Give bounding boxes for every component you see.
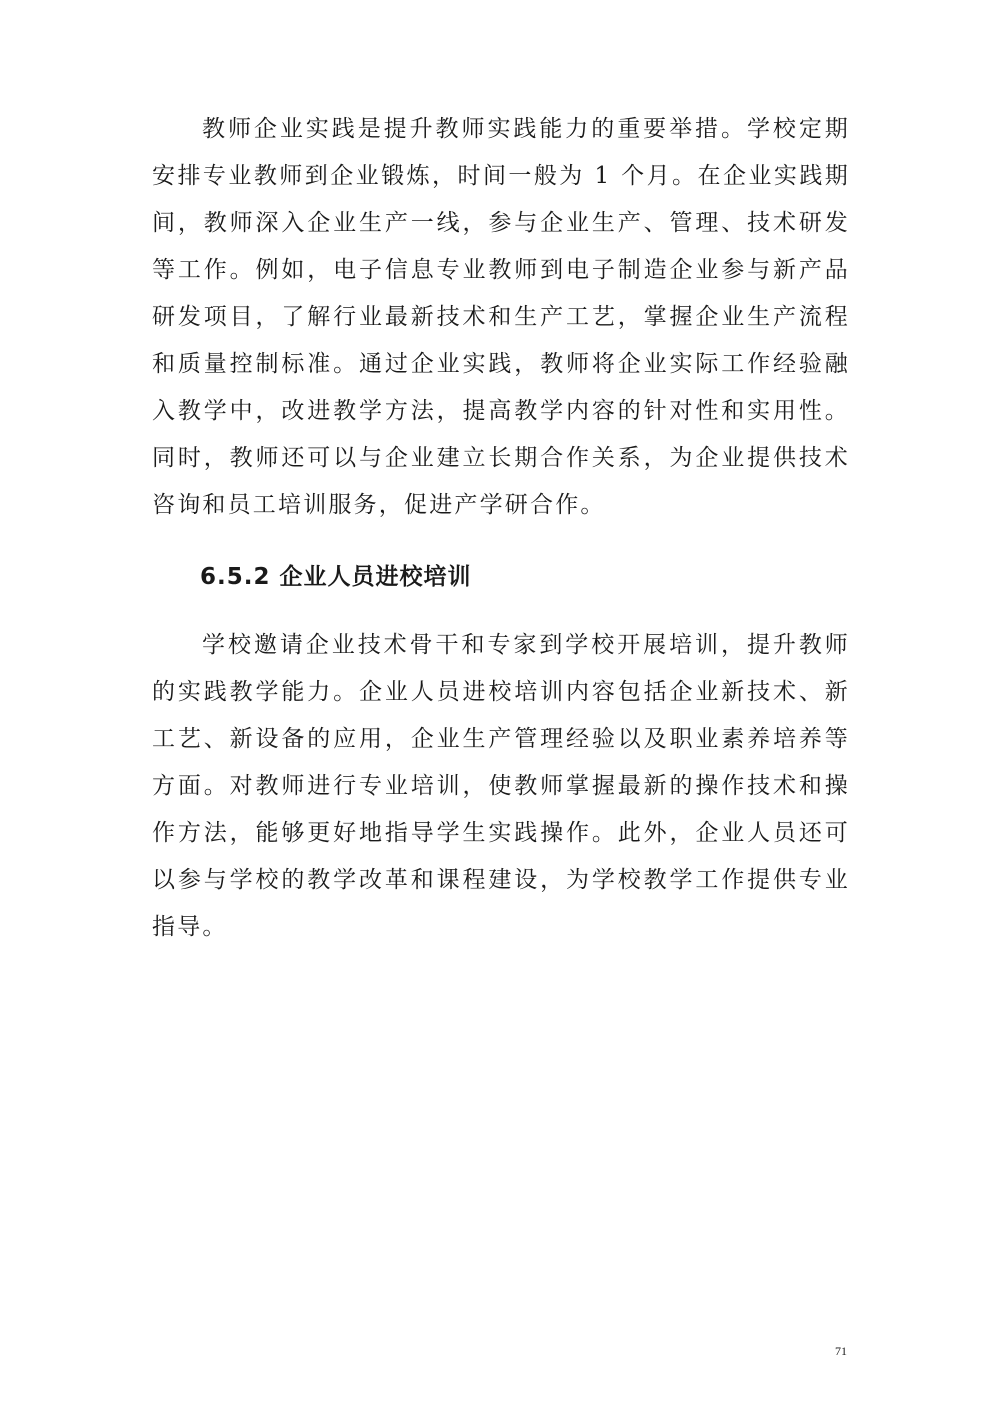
body-paragraph-teacher-enterprise-practice: 教师企业实践是提升教师实践能力的重要举措。学校定期安排专业教师到企业锻炼，时间一般为 1 个月。在企业实践期间，教师深入企业生产一线，参与企业生产、管理、技术研发等工作。例如，电子信息专业教师到电子制造企业参与新产品研发项目，了解行业最新技术和生产工艺，掌握企业生产流程和质量控制标准。通过企业实践，教师将企业实际工作经验融入教学中，改进教学方法，提高教学内容的针对性和实用性。同时，教师还可以与企业建立长期合作关系，为企业提供技术咨询和员工培训服务，促进产学研合作。 [152, 116, 850, 518]
page-number: 71 [835, 1344, 847, 1358]
section-heading: 6.5.2 企业人员进校培训 [200, 564, 472, 590]
body-paragraph-enterprise-staff-training: 学校邀请企业技术骨干和专家到学校开展培训，提升教师的实践教学能力。企业人员进校培训内容包括企业新技术、新工艺、新设备的应用，企业生产管理经验以及职业素养培养等方面。对教师进行专业培训，使教师掌握最新的操作技术和操作方法，能够更好地指导学生实践操作。此外，企业人员还可以参与学校的教学改革和课程建设，为学校教学工作提供专业指导。 [152, 632, 850, 940]
